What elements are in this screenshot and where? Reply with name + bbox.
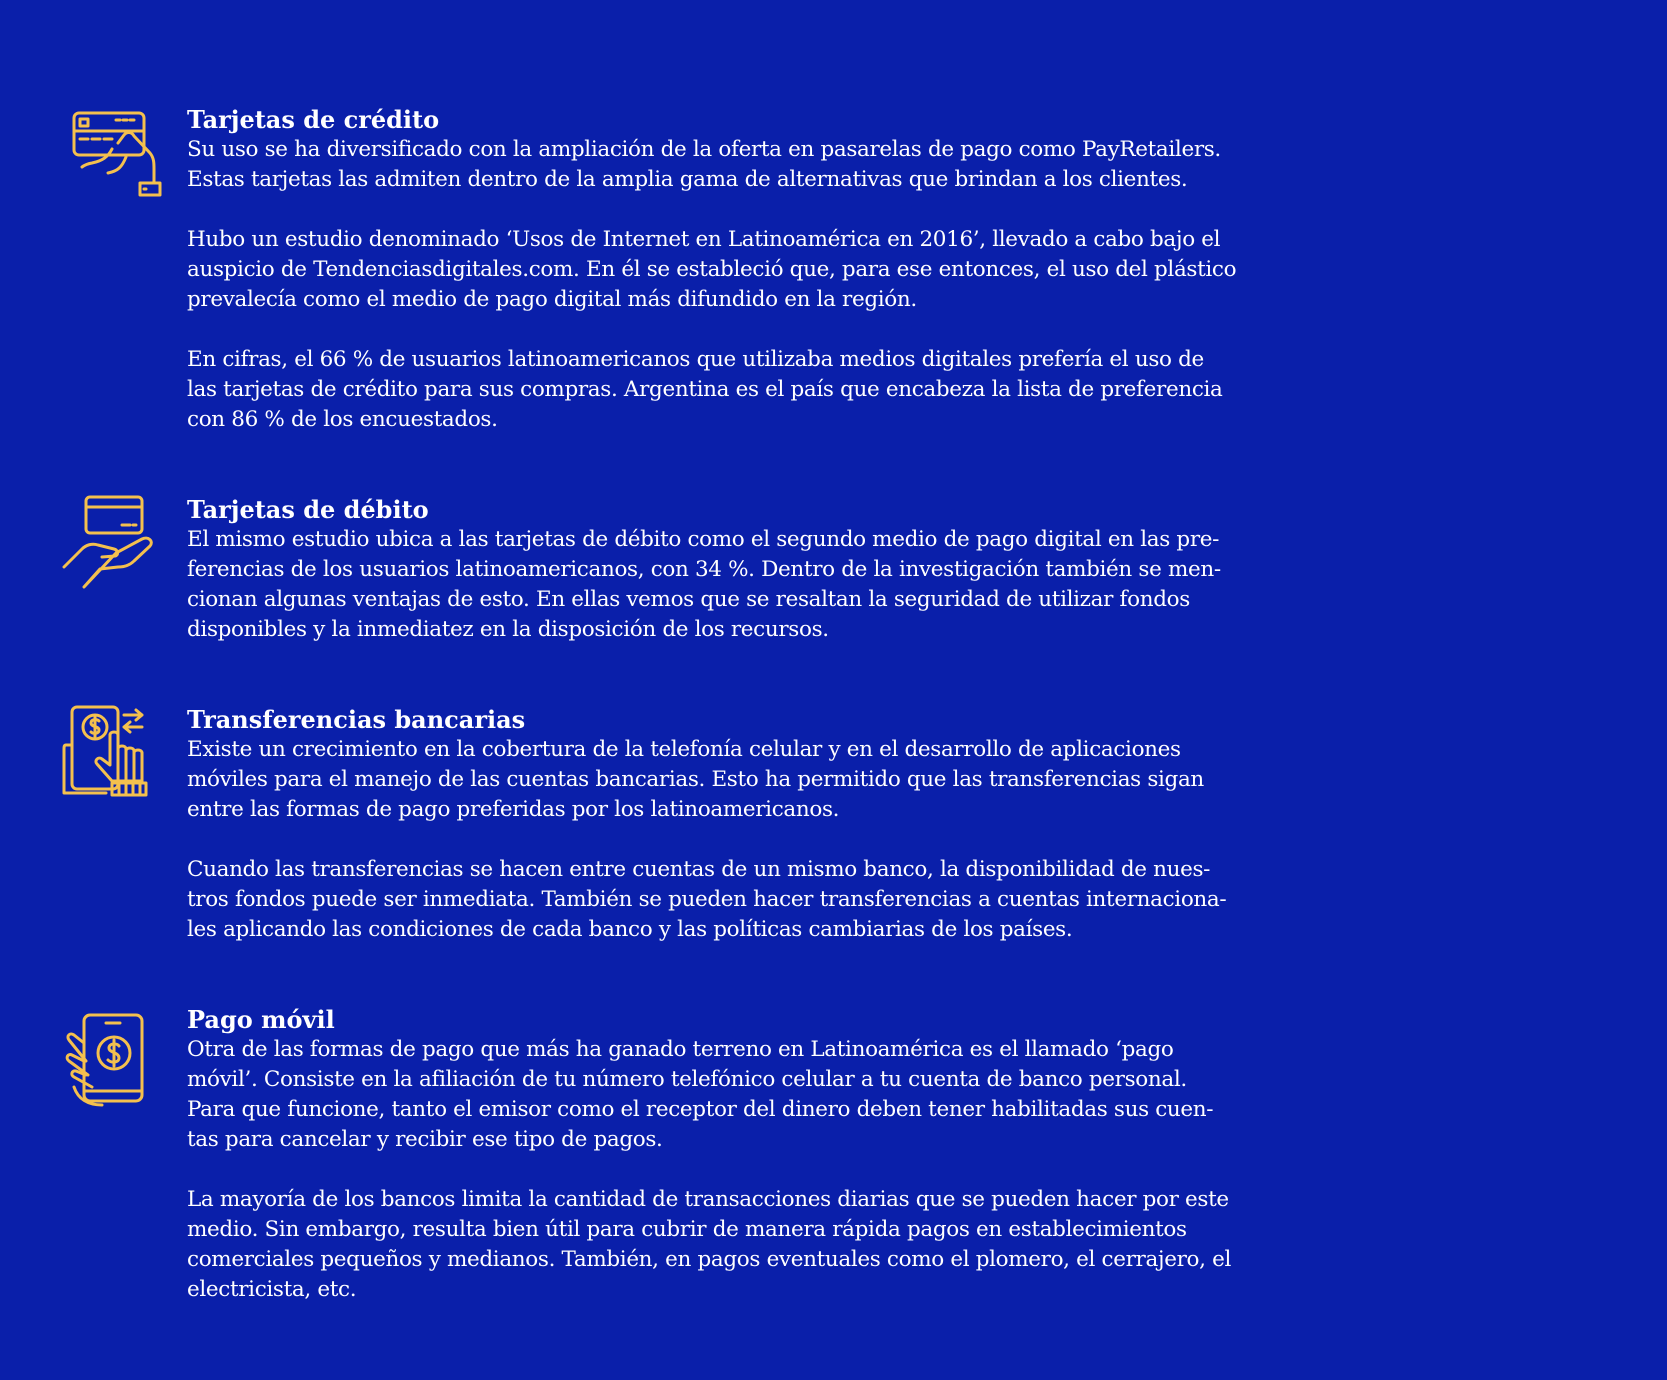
debit-card-hand-icon — [62, 495, 162, 595]
section-content — [187, 705, 1532, 945]
text-line: las tarjetas de crédito para sus compras. Argentina es el país que encabeza la lista de preferencia — [187, 377, 1223, 402]
text-line: Estas tarjetas las admiten dentro de la amplia gama de alternativas que brindan a los clientes. — [187, 167, 1188, 192]
credit-card-hand-icon — [62, 105, 162, 205]
text-line: disponibles y la inmediatez en la disposición de los recursos. — [187, 617, 829, 642]
text-line: electricista, etc. — [187, 1277, 357, 1302]
section-content — [187, 495, 1532, 645]
text-line: Existe un crecimiento en la cobertura de la telefonía celular y en el desarrollo de aplicaciones — [187, 737, 1181, 762]
paragraph — [187, 135, 1532, 195]
text-line: móvil’. Consiste en la afiliación de tu número telefónico celular a tu cuenta de banco personal. — [187, 1067, 1187, 1092]
text-line: cionan algunas ventajas de esto. En ellas vemos que se resaltan la seguridad de utilizar fondos — [187, 587, 1190, 612]
paragraph — [187, 225, 1532, 315]
text-line: tros fondos puede ser inmediata. También se pueden hacer transferencias a cuentas internaciona- — [187, 887, 1227, 912]
paragraph — [187, 1035, 1532, 1155]
text-line: Cuando las transferencias se hacen entre cuentas de un mismo banco, la disponibilidad de nues- — [187, 857, 1211, 882]
section-content — [187, 105, 1532, 435]
text-line: Otra de las formas de pago que más ha ganado terreno en Latinoamérica es el llamado ‘pago — [187, 1037, 1174, 1062]
text-line: En cifras, el 66 % de usuarios latinoamericanos que utilizaba medios digitales prefería el uso de — [187, 347, 1204, 372]
text-line: móviles para el manejo de las cuentas bancarias. Esto ha permitido que las transferencias sigan — [187, 767, 1204, 792]
text-line: tas para cancelar y recibir ese tipo de pagos. — [187, 1127, 663, 1152]
section-title: Transferencias bancarias — [187, 705, 526, 734]
mobile-transfer-icon — [62, 705, 162, 805]
paragraph — [187, 735, 1532, 825]
mobile-payment-icon — [62, 1013, 162, 1113]
text-line: comerciales pequeños y medianos. También, en pagos eventuales como el plomero, el cerrajero, el — [187, 1247, 1231, 1272]
text-line: auspicio de Tendenciasdigitales.com. En él se estableció que, para ese entonces, el uso del plástico — [187, 257, 1237, 282]
text-line: les aplicando las condiciones de cada banco y las políticas cambiarias de los países. — [187, 917, 1073, 942]
text-line: entre las formas de pago preferidas por los latinoamericanos. — [187, 797, 840, 822]
section-title: Pago móvil — [187, 1005, 335, 1034]
section-title: Tarjetas de crédito — [187, 105, 440, 134]
section-title: Tarjetas de débito — [187, 495, 429, 524]
paragraph — [187, 855, 1532, 945]
text-line: El mismo estudio ubica a las tarjetas de débito como el segundo medio de pago digital en las pre- — [187, 527, 1220, 552]
text-line: Su uso se ha diversificado con la ampliación de la oferta en pasarelas de pago como PayRetailers. — [187, 137, 1221, 162]
text-line: Para que funcione, tanto el emisor como el receptor del dinero deben tener habilitadas sus cuen- — [187, 1097, 1214, 1122]
section-content — [187, 1005, 1532, 1305]
text-line: con 86 % de los encuestados. — [187, 407, 498, 432]
text-line: medio. Sin embargo, resulta bien útil para cubrir de manera rápida pagos en establecimientos — [187, 1217, 1187, 1242]
text-line: ferencias de los usuarios latinoamericanos, con 34 %. Dentro de la investigación también se men- — [187, 557, 1221, 582]
paragraph — [187, 1185, 1532, 1305]
text-line: La mayoría de los bancos limita la cantidad de transacciones diarias que se pueden hacer por este — [187, 1187, 1229, 1212]
paragraph — [187, 345, 1532, 435]
text-line: prevalecía como el medio de pago digital más difundido en la región. — [187, 287, 917, 312]
paragraph — [187, 525, 1532, 645]
text-line: Hubo un estudio denominado ‘Usos de Internet en Latinoamérica en 2016’, llevado a cabo bajo el — [187, 227, 1221, 252]
